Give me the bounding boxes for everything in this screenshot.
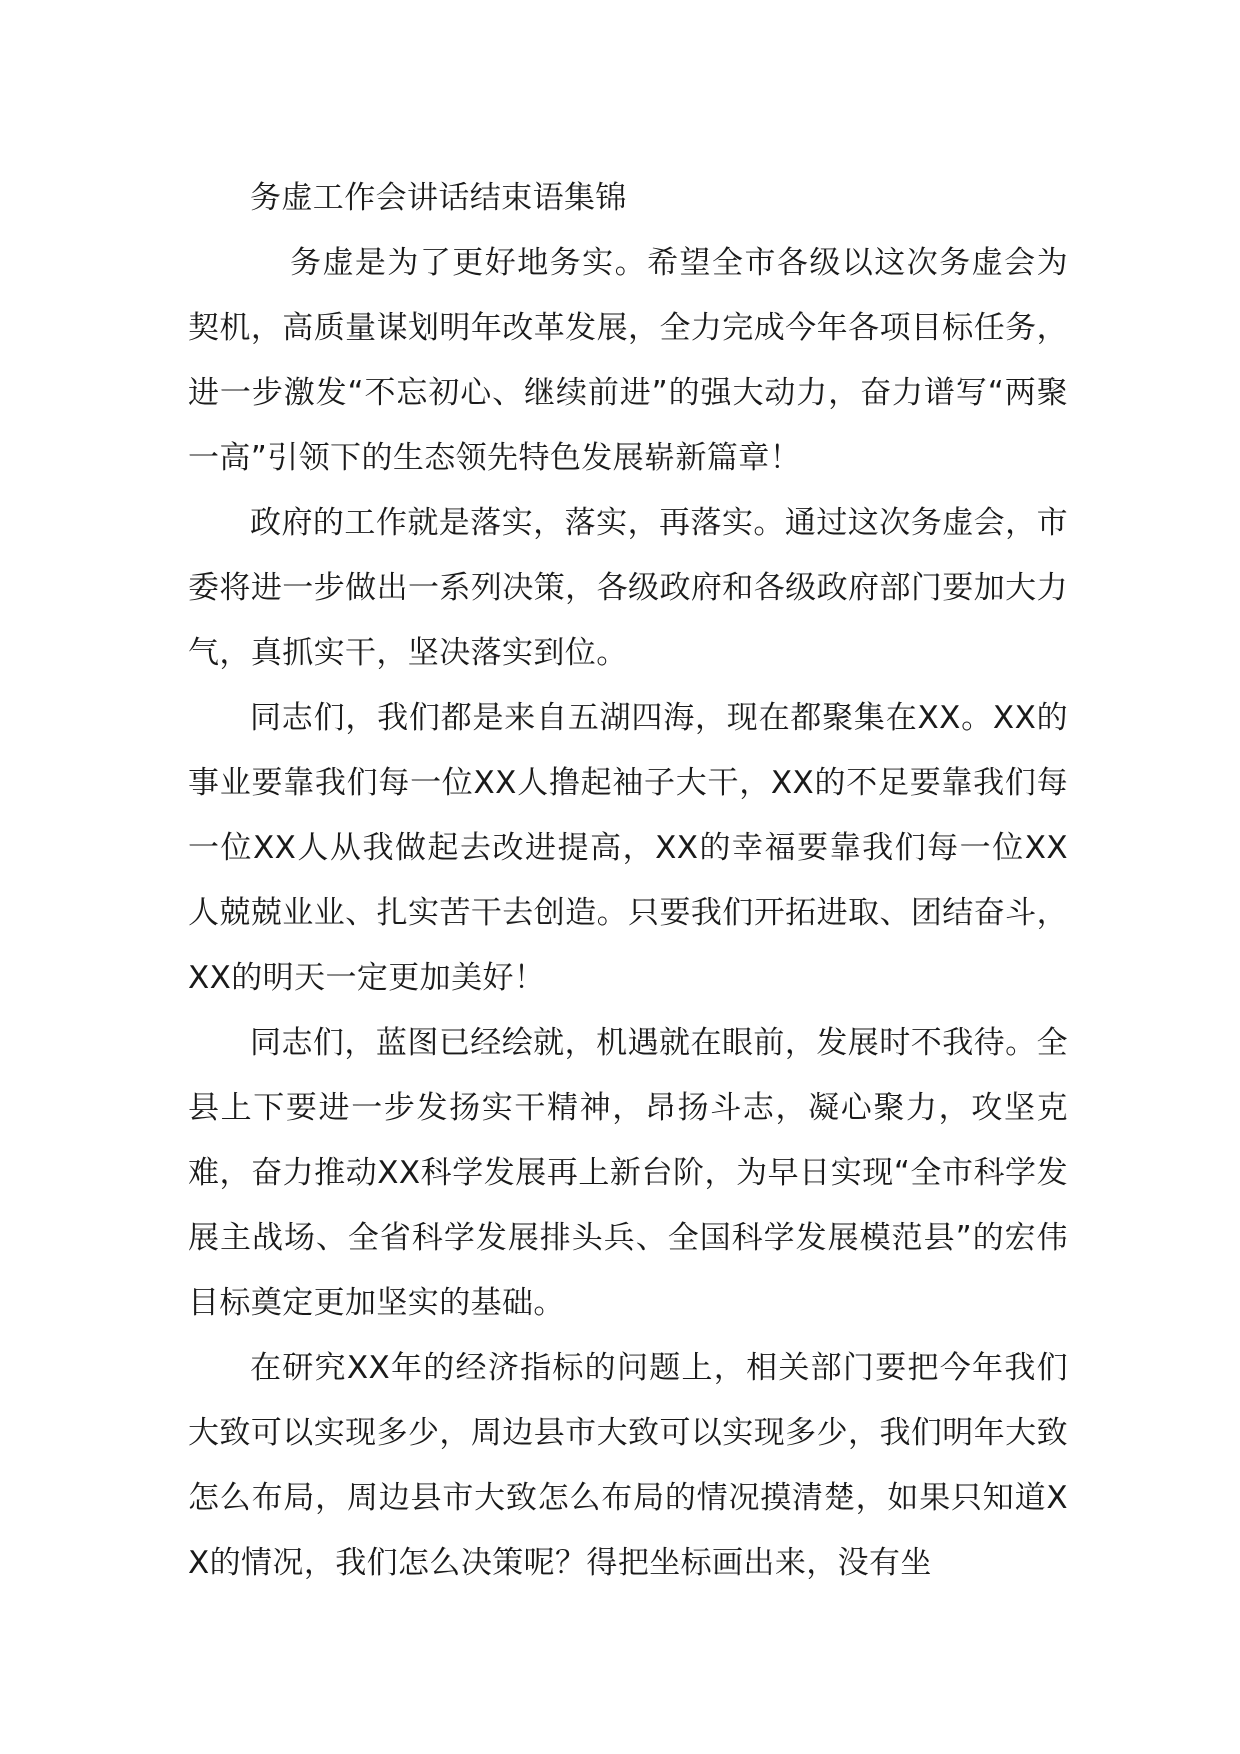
paragraph-4: 同志们，蓝图已经绘就，机遇就在眼前，发展时不我待。全县上下要进一步发扬实干精神，昂扬斗志，凝心聚力，攻坚克难，奋力推动XX科学发展再上新台阶，为早日实现“全市科学发展主战场、全省科学发展排头兵、全国科学发展模范县”的宏伟目标奠定更加坚实的基础。 — [188, 1025, 1068, 1321]
paragraph-3: 同志们，我们都是来自五湖四海，现在都聚集在XX。XX的事业要靠我们每一位XX人撸起袖子大干，XX的不足要靠我们每一位XX人从我做起去改进提高，XX的幸福要靠我们每一位XX人兢兢业业、扎实苦干去创造。只要我们开拓进取、团结奋斗，XX的明天一定更加美好！ — [188, 700, 1068, 996]
paragraph-1: 务虚是为了更好地务实。希望全市各级以这次务虚会为契机，高质量谋划明年改革发展，全力完成今年各项目标任务，进一步激发“不忘初心、继续前进”的强大动力，奋力谱写“两聚一高”引领下的生态领先特色发展崭新篇章！ — [188, 245, 1068, 476]
document-title: 务虚工作会讲话结束语集锦 — [250, 180, 627, 216]
document-body — [188, 166, 1068, 1596]
paragraph-2: 政府的工作就是落实，落实，再落实。通过这次务虚会，市委将进一步做出一系列决策，各级政府和各级政府部门要加大力气，真抓实干，坚决落实到位。 — [188, 505, 1068, 671]
paragraph-5: 在研究XX年的经济指标的问题上，相关部门要把今年我们大致可以实现多少，周边县市大致可以实现多少，我们明年大致怎么布局，周边县市大致怎么布局的情况摸清楚，如果只知道XX的情况，我们怎么决策呢？得把坐标画出来，没有坐 — [188, 1350, 1068, 1581]
